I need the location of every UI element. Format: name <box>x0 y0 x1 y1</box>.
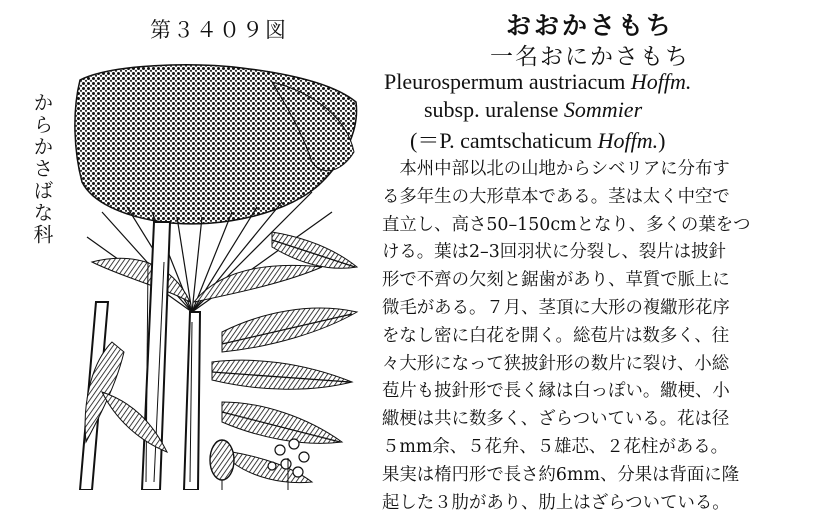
description-line: 起した３肋があり、肋上はざらついている。 <box>382 492 730 513</box>
family-label: からかさばな科 <box>30 92 54 246</box>
scientific-name-genus-species: Pleurospermum austriacum <box>384 69 631 94</box>
scientific-name-author: Hoffm. <box>630 69 692 94</box>
japanese-name: おおかさもち <box>505 11 674 40</box>
synonym-author: Hoffm. <box>597 128 659 153</box>
description-line: 苞片も披針形で長く縁は白っぽい。繖梗、小 <box>382 381 730 402</box>
description-line: をなし密に白花を開く。総苞片は数多く、往 <box>382 325 730 346</box>
description-line: 々大形になって狭披針形の数片に裂け、小総 <box>382 353 730 374</box>
figure-number: 第３４０９図 <box>150 18 288 42</box>
scientific-name-subspecies: subsp. uralense <box>424 97 564 122</box>
scientific-name-line-1 <box>384 69 691 95</box>
description-line: 本州中部以北の山地からシベリアに分布す <box>382 159 730 179</box>
description-line: る多年生の大形草本である。茎は太く中空で <box>382 186 730 207</box>
scientific-name-subspecies-author: Sommier <box>563 97 643 122</box>
description <box>382 156 814 517</box>
description-line: 直立し、高さ50–150cmとなり、多くの葉をつ <box>382 214 751 235</box>
plant-illustration <box>72 62 362 490</box>
synonym-name: (＝P. camtschaticum <box>410 128 598 153</box>
description-line: 形で不齊の欠刻と鋸歯があり、草質で脈上に <box>382 270 730 291</box>
description-line: ５mm余、５花弁、５雄芯、２花柱がある。 <box>382 436 729 457</box>
scientific-name-synonym <box>410 124 665 155</box>
scientific-name-line-2 <box>424 97 642 123</box>
description-line: 繖梗は共に数多く、ざらついている。花は径 <box>382 409 730 430</box>
description-line: ける。葉は2–3回羽状に分裂し、裂片は披針 <box>382 242 726 263</box>
description-line: 微毛がある。７月、茎頂に大形の複繖形花序 <box>382 297 730 318</box>
synonym-close: ) <box>658 128 666 153</box>
alternate-name: 一名おにかさもち <box>490 44 690 70</box>
description-line: 果実は楕円形で長さ約6mm、分果は背面に隆 <box>382 464 740 485</box>
